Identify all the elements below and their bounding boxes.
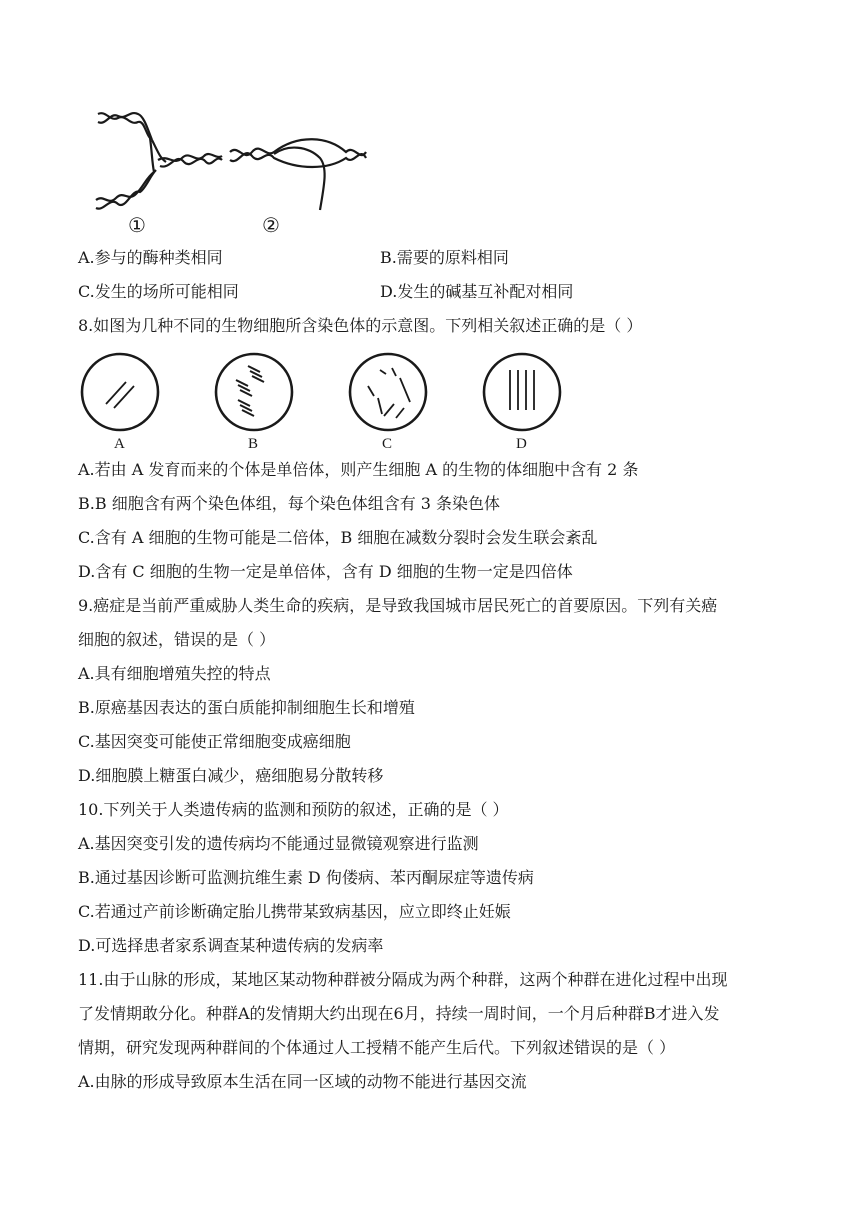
figure-label-1: ① [128, 215, 146, 237]
cell-label-d: D [516, 436, 527, 452]
cell-label-c: C [382, 436, 393, 452]
q7-option-a: A.参与的酶种类相同 [78, 248, 223, 267]
q7-option-c: C.发生的场所可能相同 [78, 282, 239, 301]
q10-option-d: D.可选择患者家系调查某种遗传病的发病率 [78, 936, 384, 955]
q8-option-a: A.若由 A 发育而来的个体是单倍体，则产生细胞 A 的生物的体细胞中含有 2 条 [78, 460, 639, 479]
replication-diagram [96, 113, 222, 209]
cell-c [350, 354, 426, 430]
q11-stem-line1: 11.由于山脉的形成，某地区某动物种群被分隔成为两个种群，这两个种群在进化过程中出现 [78, 970, 728, 989]
cell-d [484, 354, 560, 430]
q8-figure [78, 352, 578, 452]
q10-option-c: C.若通过产前诊断确定胎儿携带某致病基因，应立即终止妊娠 [78, 902, 511, 921]
q8-option-b: B.B 细胞含有两个染色体组，每个染色体组含有 3 条染色体 [78, 494, 501, 513]
q9-stem-line2: 细胞的叙述，错误的是（ ） [78, 630, 276, 649]
q10-option-a: A.基因突变引发的遗传病均不能通过显微镜观察进行监测 [78, 834, 479, 853]
q10-option-b: B.通过基因诊断可监测抗维生素 D 佝偻病、苯丙酮尿症等遗传病 [78, 868, 534, 887]
q9-option-a: A.具有细胞增殖失控的特点 [78, 664, 271, 683]
q7-option-b: B.需要的原料相同 [380, 248, 509, 267]
q7-option-d: D.发生的碱基互补配对相同 [380, 282, 574, 301]
cell-a [82, 354, 158, 430]
q9-stem-line1: 9.癌症是当前严重威胁人类生命的疾病，是导致我国城市居民死亡的首要原因。下列有关癌 [78, 596, 718, 615]
q7-figure [88, 100, 368, 240]
q8-option-d: D.含有 C 细胞的生物一定是单倍体，含有 D 细胞的生物一定是四倍体 [78, 562, 573, 581]
cell-label-b: B [248, 436, 259, 452]
figure-label-2: ② [262, 215, 280, 237]
q8-stem: 8.如图为几种不同的生物细胞所含染色体的示意图。下列相关叙述正确的是（ ） [78, 316, 643, 335]
q11-stem-line2: 了发情期敢分化。种群A的发情期大约出现在6月，持续一周时间，一个月后种群B才进入发 [78, 1004, 720, 1023]
q11-option-a: A.由脉的形成导致原本生活在同一区域的动物不能进行基因交流 [78, 1072, 527, 1091]
q11-stem-line3: 情期，研究发现两种群间的个体通过人工授精不能产生后代。下列叙述错误的是（ ） [78, 1038, 676, 1057]
transcription-diagram [230, 139, 366, 210]
q9-option-b: B.原癌基因表达的蛋白质能抑制细胞生长和增殖 [78, 698, 415, 717]
cell-label-a: A [114, 436, 125, 452]
q8-option-c: C.含有 A 细胞的生物可能是二倍体，B 细胞在减数分裂时会发生联会紊乱 [78, 528, 598, 547]
cell-b [216, 354, 292, 430]
q9-option-d: D.细胞膜上糖蛋白减少，癌细胞易分散转移 [78, 766, 384, 785]
q10-stem: 10.下列关于人类遗传病的监测和预防的叙述，正确的是（ ） [78, 800, 509, 819]
q9-option-c: C.基因突变可能使正常细胞变成癌细胞 [78, 732, 351, 751]
